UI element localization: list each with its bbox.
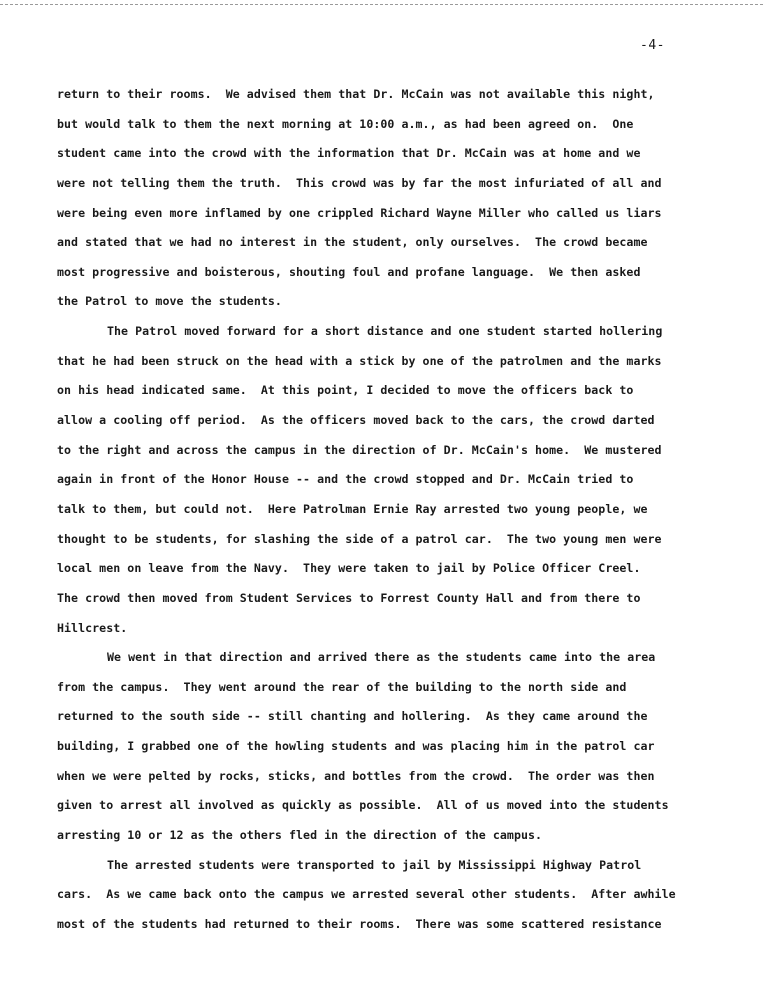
text-line: on his head indicated same. At this point, I decided to move the officers back to bbox=[57, 383, 634, 398]
text-line: arresting 10 or 12 as the others fled in the direction of the campus. bbox=[57, 828, 543, 843]
text-line: local men on leave from the Navy. They were taken to jail by Police Officer Creel. bbox=[57, 561, 641, 576]
document-body bbox=[57, 80, 722, 940]
text-line: from the campus. They went around the rear of the building to the north side and bbox=[57, 679, 627, 694]
text-line: Hillcrest. bbox=[57, 620, 128, 635]
text-line: We went in that direction and arrived there as the students came into the area bbox=[107, 650, 656, 665]
page-number: -4- bbox=[640, 38, 665, 53]
text-line: talk to them, but could not. Here Patrolman Ernie Ray arrested two young people, we bbox=[57, 501, 648, 516]
text-line: student came into the crowd with the information that Dr. McCain was at home and we bbox=[57, 146, 641, 161]
text-line: were being even more inflamed by one crippled Richard Wayne Miller who called us liars bbox=[57, 205, 662, 220]
text-line: to the right and across the campus in the direction of Dr. McCain's home. We mustered bbox=[57, 442, 662, 457]
text-line: again in front of the Honor House -- and the crowd stopped and Dr. McCain tried to bbox=[57, 472, 634, 487]
text-line: return to their rooms. We advised them that Dr. McCain was not available this night, bbox=[57, 87, 655, 101]
text-line: building, I grabbed one of the howling students and was placing him in the patrol car bbox=[57, 739, 655, 754]
text-line: were not telling them the truth. This crowd was by far the most infuriated of all and bbox=[57, 175, 662, 190]
text-line: returned to the south side -- still chanting and hollering. As they came around the bbox=[57, 709, 648, 724]
text-line: when we were pelted by rocks, sticks, and bottles from the crowd. The order was then bbox=[57, 768, 655, 783]
text-line: The crowd then moved from Student Services to Forrest County Hall and from there to bbox=[57, 590, 641, 605]
text-line: that he had been struck on the head with a stick by one of the patrolmen and the marks bbox=[57, 353, 662, 368]
text-line: most of the students had returned to their rooms. There was some scattered resistance bbox=[57, 916, 662, 931]
text-line: the Patrol to move the students. bbox=[57, 294, 282, 309]
text-line: and stated that we had no interest in the student, only ourselves. The crowd became bbox=[57, 235, 648, 250]
text-line: thought to be students, for slashing the side of a patrol car. The two young men were bbox=[57, 531, 662, 546]
text-line: The arrested students were transported to jail by Mississippi Highway Patrol bbox=[107, 857, 642, 872]
page-top-border bbox=[0, 4, 763, 5]
text-line: cars. As we came back onto the campus we arrested several other students. After awhile bbox=[57, 887, 676, 902]
text-line: The Patrol moved forward for a short distance and one student started hollering bbox=[107, 324, 663, 339]
text-line: given to arrest all involved as quickly as possible. All of us moved into the students bbox=[57, 798, 669, 813]
text-line: but would talk to them the next morning at 10:00 a.m., as had been agreed on. One bbox=[57, 116, 634, 131]
text-line: allow a cooling off period. As the officers moved back to the cars, the crowd darted bbox=[57, 413, 655, 428]
text-line: most progressive and boisterous, shouting foul and profane language. We then asked bbox=[57, 264, 641, 279]
